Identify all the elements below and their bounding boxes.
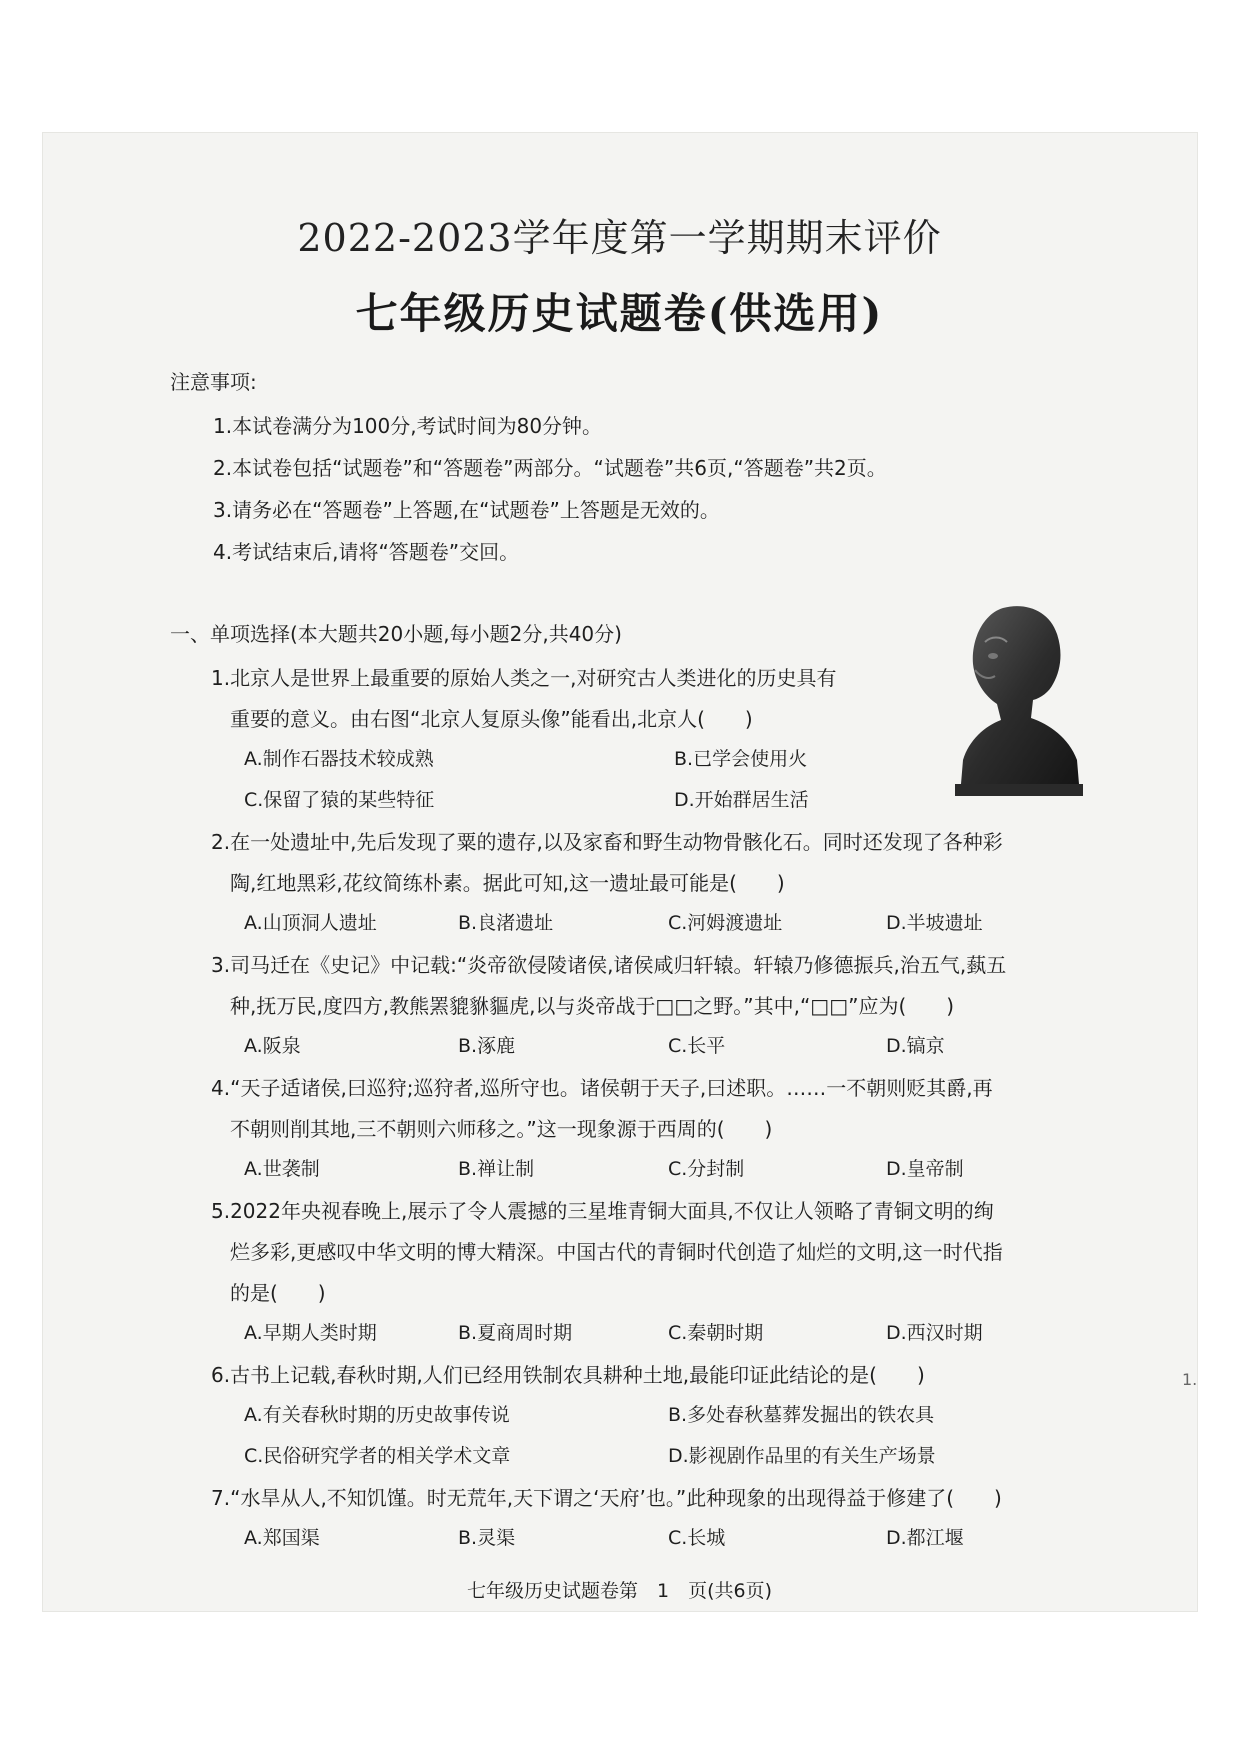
question-4-stem: 不朝则削其地,三不朝则六师移之。”这一现象源于西周的( ) [230,1117,773,1141]
notice-item: 4.考试结束后,请将“答题卷”交回。 [213,540,520,564]
question-5-stem: 烂多彩,更感叹中华文明的博大精深。中国古代的青铜时代创造了灿烂的文明,这一时代指 [230,1240,1003,1264]
peking-man-bust-image [945,600,1085,800]
question-2-option-d: D.半坡遗址 [886,912,983,934]
question-4-stem: 4.“天子适诸侯,曰巡狩;巡狩者,巡所守也。诸侯朝于天子,曰述职。……一不朝则贬其爵,再 [211,1076,993,1100]
question-2-stem: 2.在一处遗址中,先后发现了粟的遗存,以及家畜和野生动物骨骸化石。同时还发现了各种彩 [211,830,1003,854]
edge-mark: 1. [1182,1370,1198,1389]
question-5-option-c: C.秦朝时期 [668,1322,764,1344]
question-1-option-d: D.开始群居生活 [674,789,809,811]
notice-item: 1.本试卷满分为100分,考试时间为80分钟。 [213,414,603,438]
question-6-option-d: D.影视剧作品里的有关生产场景 [668,1445,936,1467]
question-6-stem: 6.古书上记载,春秋时期,人们已经用铁制农具耕种土地,最能印证此结论的是( ) [211,1363,925,1387]
notice-item: 3.请务必在“答题卷”上答题,在“试题卷”上答题是无效的。 [213,498,720,522]
question-3-option-c: C.长平 [668,1035,726,1057]
question-1-stem: 1.北京人是世界上最重要的原始人类之一,对研究古人类进化的历史具有 [211,666,837,690]
question-4-option-d: D.皇帝制 [886,1158,964,1180]
question-1-option-b: B.已学会使用火 [674,748,808,770]
page-footer: 七年级历史试题卷第 1 页(共6页) [466,1580,772,1602]
question-5-option-d: D.西汉时期 [886,1322,983,1344]
question-5-stem: 的是( ) [230,1281,326,1305]
question-7-option-a: A.郑国渠 [244,1527,320,1549]
section-heading-single-choice: 一、单项选择(本大题共20小题,每小题2分,共40分) [170,622,622,646]
exam-title-line1: 2022-2023学年度第一学期期末评价 [297,216,942,260]
question-5-option-a: A.早期人类时期 [244,1322,377,1344]
question-7-option-d: D.都江堰 [886,1527,964,1549]
question-7-stem: 7.“水旱从人,不知饥馑。时无荒年,天下谓之‘天府’也。”此种现象的出现得益于修建了( ) [211,1486,1002,1510]
question-7-option-c: C.长城 [668,1527,726,1549]
question-6-option-a: A.有关春秋时期的历史故事传说 [244,1404,510,1426]
question-5-option-b: B.夏商周时期 [458,1322,573,1344]
question-3-option-a: A.阪泉 [244,1035,301,1057]
question-2-option-b: B.良渚遗址 [458,912,554,934]
question-3-stem: 3.司马迁在《史记》中记载:“炎帝欲侵陵诸侯,诸侯咸归轩辕。轩辕乃修德振兵,治五气,蓺五 [211,953,1007,977]
notice-item: 2.本试卷包括“试题卷”和“答题卷”两部分。“试题卷”共6页,“答题卷”共2页。 [213,456,887,480]
notice-heading: 注意事项: [170,370,257,394]
question-1-option-c: C.保留了猿的某些特征 [244,789,435,811]
question-4-option-b: B.禅让制 [458,1158,535,1180]
question-3-option-d: D.镐京 [886,1035,945,1057]
question-7-option-b: B.灵渠 [458,1527,516,1549]
question-6-option-c: C.民俗研究学者的相关学术文章 [244,1445,511,1467]
question-2-option-c: C.河姆渡遗址 [668,912,783,934]
question-3-stem: 种,抚万民,度四方,教熊罴貔貅貙虎,以与炎帝战于□□之野。”其中,“□□”应为( ) [230,994,955,1018]
question-6-option-b: B.多处春秋墓葬发掘出的铁农具 [668,1404,935,1426]
question-1-option-a: A.制作石器技术较成熟 [244,748,434,770]
question-3-option-b: B.涿鹿 [458,1035,516,1057]
exam-title-line2: 七年级历史试题卷(供选用) [355,289,884,338]
question-5-stem: 5.2022年央视春晚上,展示了令人震撼的三星堆青铜大面具,不仅让人领略了青铜文明的绚 [211,1199,994,1223]
question-2-stem: 陶,红地黑彩,花纹简练朴素。据此可知,这一遗址最可能是( ) [230,871,785,895]
question-4-option-a: A.世袭制 [244,1158,320,1180]
question-1-stem: 重要的意义。由右图“北京人复原头像”能看出,北京人( ) [230,707,753,731]
question-2-option-a: A.山顶洞人遗址 [244,912,377,934]
question-4-option-c: C.分封制 [668,1158,745,1180]
